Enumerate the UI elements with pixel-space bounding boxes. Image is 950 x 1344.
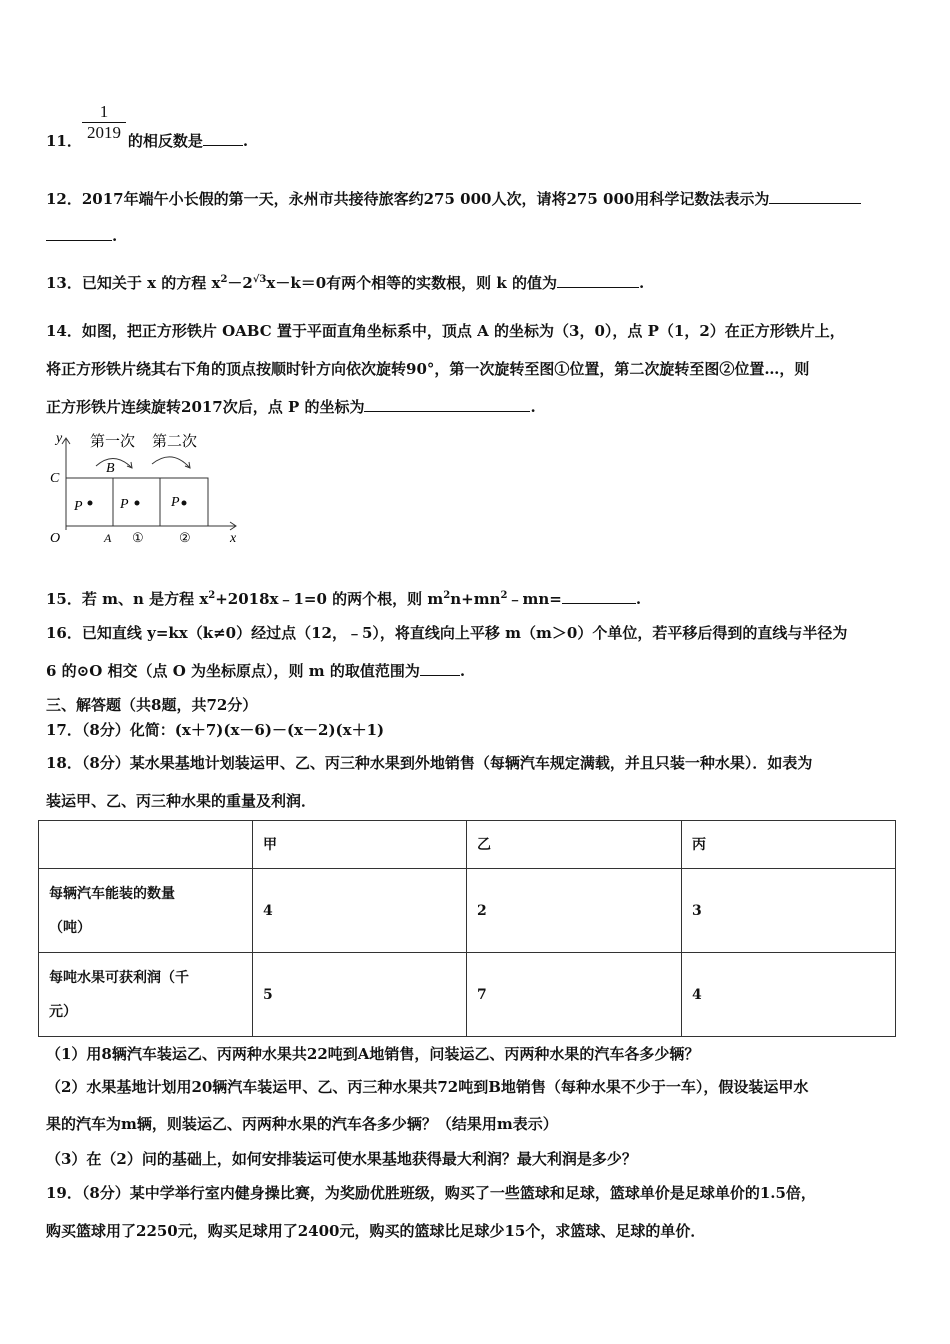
table-row-label: 每吨水果可获利润（千 元） <box>39 953 253 1037</box>
answer-blank <box>420 661 460 676</box>
question-12-line-1: 12．2017年端午小长假的第一天，永州市共接待旅客约275 000人次，请将275 000用科学记数法表示为 <box>46 188 861 209</box>
question-19-line-2: 购买篮球用了2250元，购买足球用了2400元，购买的篮球比足球少15个，求篮球、足球的单价． <box>46 1222 706 1240</box>
answer-blank <box>203 131 243 146</box>
label-first-rotation: 第一次 <box>90 434 136 450</box>
question-18-line-2: 装运甲、乙、丙三种水果的重量及利润． <box>46 792 317 810</box>
table-header-cell: 甲 <box>253 821 467 869</box>
answer-blank <box>562 589 636 604</box>
table-cell: 7 <box>467 953 682 1037</box>
rotation-figure <box>44 430 244 550</box>
table-cell: 5 <box>253 953 467 1037</box>
question-16-line-2: 6 的⊙O 相交（点 O 为坐标原点），则 m 的取值范围为 . <box>46 662 466 680</box>
table-header-cell <box>39 821 253 869</box>
table-row <box>39 953 896 1037</box>
question-text: 的相反数是 <box>127 132 203 150</box>
answer-blank <box>46 226 112 241</box>
label-p-1: P <box>120 497 129 512</box>
question-11: 11． 的相反数是 . <box>46 132 249 150</box>
point-p-2 <box>182 501 187 506</box>
question-18-line-1: 18．（8分）某水果基地计划装运甲、乙、丙三种水果到外地销售（每辆汽车规定满载，并且只装一种水果）．如表为 <box>46 754 813 772</box>
question-19-line-1: 19．（8分）某中学举行室内健身操比赛，为奖励优胜班级，购买了一些篮球和足球，篮球单价是足球单价的1.5倍， <box>46 1184 816 1202</box>
question-17: 17．（8分）化简：(x＋7)(x－6)－(x－2)(x＋1) <box>46 721 385 739</box>
table-cell: 4 <box>253 869 467 953</box>
label-p-2: P <box>171 495 180 510</box>
label-b: B <box>106 461 115 476</box>
label-second-rotation: 第二次 <box>152 434 198 450</box>
label-circle-1: ① <box>132 530 144 545</box>
label-c: C <box>50 471 60 486</box>
question-18-sub-3: （3）在（2）问的基础上，如何安排装运可使水果基地获得最大利润？最大利润是多少？ <box>46 1150 637 1168</box>
question-14-line-3: 正方形铁片连续旋转2017次后，点 P 的坐标为 . <box>46 398 536 416</box>
label-y: y <box>56 431 63 446</box>
question-14-line-1: 14．如图，把正方形铁片 OABC 置于平面直角坐标系中，顶点 A 的坐标为（3，0），点 P（1，2）在正方形铁片上， <box>46 322 845 340</box>
question-14-line-2: 将正方形铁片绕其右下角的顶点按顺时针方向依次旋转90°，第一次旋转至图①位置，第二次旋转至图②位置…，则 <box>46 360 810 378</box>
question-number: 11． <box>46 132 82 150</box>
question-18-sub-2-line-1: （2）水果基地计划用20辆汽车装运甲、乙、丙三种水果共72吨到B地销售（每种水果不少于一车），假设装运甲水 <box>46 1078 809 1096</box>
label-a: A <box>104 531 112 545</box>
question-12-line-2: . <box>46 226 117 245</box>
answer-blank <box>769 189 861 204</box>
table-header-row <box>39 821 896 869</box>
label-circle-2: ② <box>179 530 191 545</box>
table-row-label: 每辆汽车能装的数量 （吨） <box>39 869 253 953</box>
radical-sqrt3: √3 <box>252 274 267 285</box>
rotation-arrow-2-icon <box>152 457 190 468</box>
table-row <box>39 869 896 953</box>
point-p-1 <box>135 501 140 506</box>
question-15: 15．若 m、n 是方程 $x^2+2018x﹣1=0$ 的两个根，则 $m^2n+mn^2﹣mn=$ . <box>46 590 642 608</box>
section-heading: 三、解答题（共8题，共72分） <box>46 696 258 714</box>
label-o: O <box>50 531 61 546</box>
question-18-sub-2-line-2: 果的汽车为m辆，则装运乙、丙两种水果的汽车各多少辆？（结果用m表示） <box>46 1115 558 1133</box>
question-18-sub-1: （1）用8辆汽车装运乙、丙两种水果共22吨到A地销售，问装运乙、丙两种水果的汽车各多少辆？ <box>46 1045 700 1063</box>
point-p-original <box>88 501 93 506</box>
table-cell: 3 <box>682 869 896 953</box>
question-16-line-1: 16．已知直线 y=kx（k≠0）经过点（12，﹣5），将直线向上平移 m（m＞0）个单位，若平移后得到的直线与半径为 <box>46 624 848 642</box>
table-header-cell: 乙 <box>467 821 682 869</box>
table-cell: 4 <box>682 953 896 1037</box>
label-x: x <box>230 531 237 546</box>
answer-blank <box>364 397 530 412</box>
table-header-cell: 丙 <box>682 821 896 869</box>
fraction-denominator: 2019 <box>87 123 121 142</box>
fruit-table <box>38 820 896 1037</box>
table-cell: 2 <box>467 869 682 953</box>
question-13: 13．已知关于 x 的方程 $x^2-2^{√3}x-k=0$有两个相等的实数根，则 k 的值为 . <box>46 274 645 292</box>
answer-blank <box>557 273 639 288</box>
fraction-numerator: 1 <box>82 102 126 123</box>
label-p-original: P <box>74 499 83 514</box>
